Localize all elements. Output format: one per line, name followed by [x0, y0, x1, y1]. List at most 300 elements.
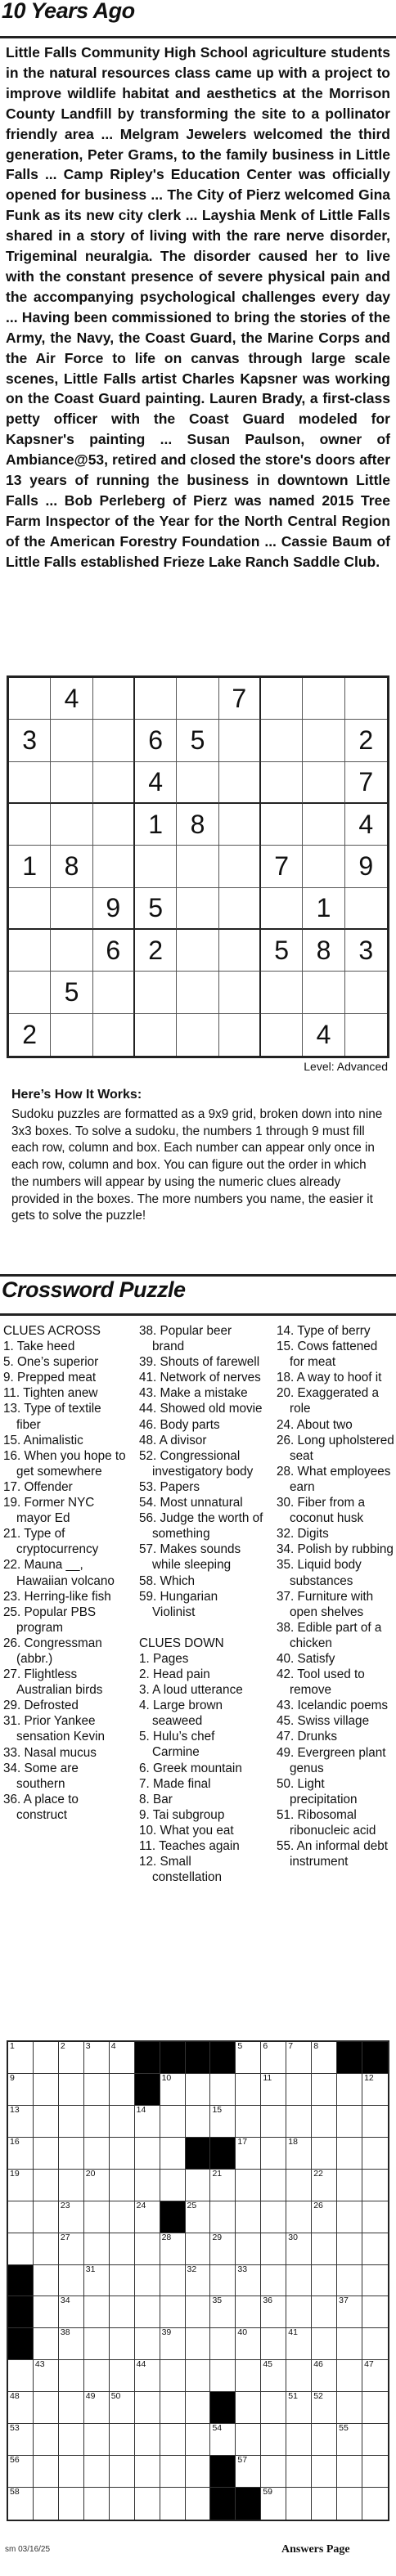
cell-number: 29 — [212, 2232, 223, 2242]
across-clue: 34. Some are southern — [3, 1761, 79, 1791]
crossword-block — [160, 2201, 186, 2233]
sudoku-cell: 5 — [51, 972, 92, 1013]
crossword-block — [210, 2456, 236, 2488]
sudoku-cell: 7 — [219, 678, 261, 720]
crossword-cell — [160, 2488, 186, 2520]
crossword-cell — [236, 2360, 261, 2392]
sudoku-cell — [93, 678, 135, 720]
crossword-cell — [110, 2360, 135, 2392]
down-clue: 51. Ribosomal ribonucleic acid — [277, 1807, 376, 1838]
crossword-cell — [84, 2201, 110, 2233]
cell-number: 18 — [288, 2136, 298, 2147]
down-clue: 32. Digits — [277, 1527, 329, 1542]
crossword-cell — [210, 2074, 236, 2106]
crossword-cell — [210, 2296, 236, 2328]
sudoku-cell — [93, 720, 135, 761]
sudoku-cell — [303, 762, 344, 804]
crossword-cell — [337, 2296, 362, 2328]
sudoku-cell — [177, 678, 218, 720]
sudoku-cell — [9, 804, 51, 846]
cell-number: 35 — [212, 2296, 223, 2306]
crossword-cell — [261, 2106, 286, 2138]
cell-number: 13 — [10, 2104, 20, 2115]
cell-number: 48 — [10, 2391, 20, 2402]
across-clue: 9. Prepped meat — [3, 1371, 97, 1385]
crossword-cell — [261, 2296, 286, 2328]
crossword-cell — [362, 2296, 388, 2328]
crossword-cell — [110, 2201, 135, 2233]
crossword-cell — [362, 2074, 388, 2106]
crossword-cell — [59, 2138, 84, 2170]
clue-header: CLUES DOWN — [139, 1636, 224, 1650]
section-divider — [0, 1313, 396, 1316]
crossword-cell — [135, 2233, 160, 2265]
cell-number: 52 — [313, 2391, 323, 2402]
sudoku-cell — [51, 930, 92, 972]
cell-number: 8 — [313, 2041, 319, 2051]
crossword-cell — [286, 2042, 312, 2074]
crossword-cell — [160, 2138, 186, 2170]
crossword-block — [337, 2042, 362, 2074]
answers-page-note: Answers Page — [281, 2543, 350, 2556]
crossword-cell — [84, 2296, 110, 2328]
across-clue: 43. Make a mistake — [139, 1386, 248, 1401]
crossword-cell — [34, 2201, 59, 2233]
crossword-cell — [59, 2074, 84, 2106]
crossword-cell — [8, 2488, 34, 2520]
down-clue: 18. A way to hoof it — [277, 1371, 382, 1385]
sudoku-cell — [135, 846, 177, 887]
sudoku-cell: 4 — [135, 762, 177, 804]
crossword-cell — [84, 2138, 110, 2170]
crossword-cell — [59, 2296, 84, 2328]
crossword-cell — [110, 2296, 135, 2328]
down-clue: 38. Edible part of a chicken — [277, 1620, 382, 1650]
crossword-cell — [110, 2170, 135, 2201]
sudoku-cell — [261, 720, 303, 761]
sudoku-cell — [51, 720, 92, 761]
cell-number: 44 — [136, 2359, 146, 2370]
down-clue: 43. Icelandic poems — [277, 1699, 389, 1713]
crossword-cell — [160, 2296, 186, 2328]
down-clue: 45. Swiss village — [277, 1714, 370, 1729]
sudoku-cell — [51, 888, 92, 930]
crossword-cell — [34, 2265, 59, 2297]
across-clue: 46. Body parts — [139, 1417, 220, 1432]
ten-years-article: Little Falls Community High School agriculture students in the natural resources class came up with a project to improve wildlife habitat and aesthetics at the Morrison County Landfill by transforming the site to a pollinator friendly area ... Melgram Jewelers welcomed the third generation, Peter Grams, to the family business in Little Falls ... Camp Ripley's Education Center was officially opened for business ... The City of Pierz welcomed Gina Funk as its new city clerk ... Layshia Menk of Little Falls shared in a story of living with the rare nerve disorder, Trigeminal neuralgia. The disorder caused her to live with the constant presence of severe physical pain and the accompanying psychological challenges every day ... Having been commissioned to bring the stories of the Army, the Navy, the Coast Guard, the Marine Corps and the Air Force to life on canvas through large scale scenes, Little Falls artist Charles Kapsner was working on the Coast Guard painting. Lauren Brady, a first-class petty officer with the Coast Guard modeled for Kapsner's painting ... Susan Paulson, owner of Ambiance@53, retired and closed the store's doors after 13 years of running the business in downtown Little Falls ... Bob Perleberg of Pierz was named 2015 Tree Farm Inspector of the Year for the North Central Region of the American Forestry Foundation ... Cassie Baum of Little Falls established Frieze Lake Ranch Saddle Club. — [6, 44, 390, 570]
cell-number: 39 — [161, 2327, 172, 2338]
crossword-block — [8, 2296, 34, 2328]
down-clue: 8. Bar — [139, 1792, 173, 1806]
crossword-cell — [8, 2424, 34, 2456]
crossword-cell — [362, 2328, 388, 2360]
sudoku-cell: 4 — [303, 1014, 344, 1056]
crossword-cell — [84, 2488, 110, 2520]
crossword-cell — [186, 2488, 211, 2520]
across-clue: 59. Hungarian Violinist — [139, 1589, 218, 1619]
sudoku-grid — [7, 675, 389, 1058]
sudoku-cell — [303, 678, 344, 720]
down-clue: 28. What employees earn — [277, 1464, 391, 1494]
cell-number: 59 — [263, 2487, 273, 2497]
sudoku-cell — [51, 762, 92, 804]
section-title-crossword: Crossword Puzzle — [2, 1277, 186, 1302]
across-clue: 25. Popular PBS program — [3, 1604, 97, 1635]
crossword-block — [8, 2328, 34, 2360]
crossword-cell — [337, 2456, 362, 2488]
crossword-cell — [337, 2233, 362, 2265]
crossword-block — [186, 2042, 211, 2074]
sudoku-cell: 5 — [177, 720, 218, 761]
down-clue: 11. Teaches again — [139, 1839, 240, 1853]
cell-number: 43 — [34, 2359, 45, 2370]
crossword-cell — [261, 2074, 286, 2106]
crossword-cell — [337, 2201, 362, 2233]
crossword-cell — [236, 2265, 261, 2297]
crossword-cell — [135, 2456, 160, 2488]
sudoku-cell: 8 — [177, 804, 218, 846]
crossword-cell — [110, 2392, 135, 2424]
crossword-cell — [362, 2201, 388, 2233]
cell-number: 31 — [85, 2264, 96, 2274]
sudoku-cell — [345, 678, 387, 720]
cell-number: 23 — [60, 2200, 70, 2210]
crossword-cell — [362, 2360, 388, 2392]
sudoku-cell — [303, 846, 344, 887]
sudoku-cell — [177, 930, 218, 972]
crossword-cell — [236, 2201, 261, 2233]
crossword-cell — [34, 2296, 59, 2328]
crossword-cell — [312, 2328, 337, 2360]
crossword-cell — [337, 2360, 362, 2392]
crossword-cell — [236, 2456, 261, 2488]
crossword-cell — [312, 2170, 337, 2201]
crossword-cell — [337, 2424, 362, 2456]
across-clue: 19. Former NYC mayor Ed — [3, 1496, 95, 1526]
down-clue: 5. Hulu’s chef Carmine — [139, 1730, 215, 1760]
sudoku-cell: 3 — [345, 930, 387, 972]
across-clue: 22. Mauna __, Hawaiian volcano — [3, 1558, 115, 1588]
crossword-cell — [59, 2392, 84, 2424]
crossword-cell — [337, 2106, 362, 2138]
across-clue: 17. Offender — [3, 1479, 73, 1494]
crossword-cell — [59, 2201, 84, 2233]
crossword-cell — [59, 2456, 84, 2488]
crossword-cell — [261, 2360, 286, 2392]
across-clue: 53. Papers — [139, 1479, 200, 1494]
down-clue: 49. Evergreen plant genus — [277, 1745, 386, 1775]
cell-number: 12 — [364, 2072, 374, 2083]
crossword-cell — [186, 2424, 211, 2456]
crossword-cell — [261, 2392, 286, 2424]
crossword-cell — [261, 2201, 286, 2233]
across-clue: 41. Network of nerves — [139, 1371, 261, 1385]
crossword-cell — [210, 2170, 236, 2201]
sudoku-cell — [261, 762, 303, 804]
crossword-cell — [110, 2042, 135, 2074]
cell-number: 40 — [237, 2327, 248, 2338]
sudoku-cell: 5 — [261, 930, 303, 972]
crossword-cell — [261, 2138, 286, 2170]
cell-number: 11 — [263, 2072, 272, 2083]
crossword-cell — [362, 2392, 388, 2424]
crossword-cell — [160, 2106, 186, 2138]
down-clue: 37. Furniture with open shelves — [277, 1589, 374, 1619]
cell-number: 19 — [10, 2168, 20, 2179]
crossword-cell — [312, 2456, 337, 2488]
sudoku-cell — [177, 846, 218, 887]
sudoku-cell — [93, 972, 135, 1013]
sudoku-cell: 2 — [9, 1014, 51, 1056]
crossword-cell — [160, 2328, 186, 2360]
across-clue: 54. Most unnatural — [139, 1496, 243, 1510]
cell-number: 51 — [288, 2391, 298, 2402]
crossword-cell — [8, 2201, 34, 2233]
crossword-cell — [261, 2456, 286, 2488]
crossword-cell — [110, 2074, 135, 2106]
crossword-cell — [286, 2328, 312, 2360]
crossword-cell — [261, 2170, 286, 2201]
crossword-cell — [362, 2170, 388, 2201]
crossword-cell — [186, 2201, 211, 2233]
crossword-cell — [135, 2201, 160, 2233]
sudoku-cell — [261, 678, 303, 720]
crossword-cell — [110, 2233, 135, 2265]
crossword-cell — [8, 2392, 34, 2424]
cell-number: 41 — [288, 2327, 298, 2338]
crossword-cell — [236, 2042, 261, 2074]
crossword-cell — [186, 2265, 211, 2297]
across-clue: 16. When you hope to get somewhere — [3, 1448, 126, 1479]
down-clue: 55. An informal debt instrument — [277, 1839, 389, 1869]
crossword-cell — [34, 2456, 59, 2488]
sudoku-cell — [219, 846, 261, 887]
sudoku-cell — [261, 1014, 303, 1056]
crossword-cell — [362, 2233, 388, 2265]
crossword-cell — [286, 2360, 312, 2392]
crossword-cell — [186, 2106, 211, 2138]
cell-number: 45 — [263, 2359, 273, 2370]
across-clue: 15. Animalistic — [3, 1433, 83, 1447]
crossword-cell — [236, 2106, 261, 2138]
crossword-cell — [236, 2074, 261, 2106]
sudoku-cell — [345, 888, 387, 930]
across-clue: 29. Defrosted — [3, 1699, 79, 1713]
crossword-cell — [84, 2074, 110, 2106]
across-clue: 57. Makes sounds while sleeping — [139, 1542, 241, 1573]
crossword-block — [186, 2138, 211, 2170]
cell-number: 1 — [10, 2041, 15, 2051]
cell-number: 5 — [237, 2041, 243, 2051]
crossword-cell — [8, 2138, 34, 2170]
crossword-cell — [337, 2074, 362, 2106]
cell-number: 55 — [339, 2423, 349, 2434]
sudoku-cell — [9, 888, 51, 930]
section-divider — [0, 1274, 396, 1277]
crossword-cell — [110, 2138, 135, 2170]
crossword-cell — [312, 2201, 337, 2233]
crossword-cell — [84, 2456, 110, 2488]
crossword-cell — [312, 2138, 337, 2170]
crossword-cell — [59, 2265, 84, 2297]
crossword-cell — [8, 2233, 34, 2265]
crossword-cell — [84, 2233, 110, 2265]
crossword-cell — [261, 2265, 286, 2297]
sudoku-cell — [9, 972, 51, 1013]
cell-number: 22 — [313, 2168, 323, 2179]
crossword-cell — [34, 2328, 59, 2360]
crossword-block — [210, 2042, 236, 2074]
across-clue: 5. One’s superior — [3, 1355, 99, 1370]
down-clue: 7. Made final — [139, 1776, 211, 1791]
crossword-cell — [110, 2456, 135, 2488]
cell-number: 56 — [10, 2455, 20, 2466]
down-clue: 42. Tool used to remove — [277, 1667, 365, 1698]
sudoku-howto-text: Sudoku puzzles are formatted as a 9x9 grid, broken down into nine 3x3 boxes. To solve a sudoku, the numbers 1 through 9 must fill each row, column and box. Each number can appear only once in each row, column and box. You can figure out the order in which the numbers will appear by using the numeric clues already provided in the boxes. The more numbers you name, the easier it gets to solve the puzzle! — [11, 1107, 383, 1223]
sudoku-cell: 9 — [93, 888, 135, 930]
crossword-cell — [34, 2392, 59, 2424]
crossword-cell — [84, 2392, 110, 2424]
across-clue: 56. Judge the worth of something — [139, 1511, 263, 1542]
crossword-cell — [236, 2392, 261, 2424]
cell-number: 50 — [110, 2391, 121, 2402]
crossword-cell — [286, 2456, 312, 2488]
cell-number: 49 — [85, 2391, 96, 2402]
sudoku-cell — [261, 888, 303, 930]
crossword-block — [362, 2042, 388, 2074]
crossword-cell — [312, 2042, 337, 2074]
crossword-cell — [34, 2138, 59, 2170]
crossword-cell — [210, 2233, 236, 2265]
cell-number: 58 — [10, 2487, 20, 2497]
crossword-block — [135, 2074, 160, 2106]
across-clue: 27. Flightless Australian birds — [3, 1667, 103, 1698]
cell-number: 17 — [237, 2136, 248, 2147]
crossword-cell — [210, 2424, 236, 2456]
sudoku-cell: 4 — [51, 678, 92, 720]
crossword-cell — [59, 2233, 84, 2265]
cell-number: 6 — [263, 2041, 268, 2051]
cell-number: 30 — [288, 2232, 298, 2242]
crossword-cell — [135, 2265, 160, 2297]
crossword-cell — [8, 2074, 34, 2106]
crossword-cell — [110, 2424, 135, 2456]
crossword-cell — [34, 2233, 59, 2265]
across-clue: 39. Shouts of farewell — [139, 1355, 260, 1370]
sudoku-cell — [135, 1014, 177, 1056]
crossword-cell — [261, 2042, 286, 2074]
crossword-cell — [8, 2042, 34, 2074]
cell-number: 38 — [60, 2327, 70, 2338]
crossword-cell — [337, 2170, 362, 2201]
cell-number: 47 — [364, 2359, 374, 2370]
crossword-cell — [186, 2074, 211, 2106]
sudoku-cell: 5 — [135, 888, 177, 930]
crossword-cell — [84, 2265, 110, 2297]
crossword-cell — [261, 2233, 286, 2265]
crossword-cell — [135, 2392, 160, 2424]
section-title-ten-years: 10 Years Ago — [2, 0, 135, 23]
crossword-cell — [312, 2360, 337, 2392]
sudoku-cell — [345, 1014, 387, 1056]
across-clue: 31. Prior Yankee sensation Kevin — [3, 1714, 105, 1744]
crossword-cell — [34, 2106, 59, 2138]
down-clue: 30. Fiber from a coconut husk — [277, 1496, 365, 1526]
crossword-cell — [337, 2138, 362, 2170]
across-clue: 21. Type of cryptocurrency — [3, 1527, 99, 1557]
crossword-cell — [286, 2106, 312, 2138]
cell-number: 32 — [187, 2264, 197, 2274]
sudoku-cell: 7 — [261, 846, 303, 887]
sudoku-cell: 6 — [135, 720, 177, 761]
cell-number: 16 — [10, 2136, 20, 2147]
crossword-cell — [84, 2170, 110, 2201]
crossword-cell — [84, 2042, 110, 2074]
sudoku-cell — [9, 678, 51, 720]
crossword-cell — [312, 2074, 337, 2106]
crossword-cell — [84, 2424, 110, 2456]
crossword-cell — [337, 2488, 362, 2520]
crossword-cell — [160, 2265, 186, 2297]
crossword-cell — [236, 2170, 261, 2201]
crossword-block — [210, 2392, 236, 2424]
crossword-cell — [312, 2296, 337, 2328]
crossword-cell — [34, 2360, 59, 2392]
sudoku-cell — [219, 930, 261, 972]
crossword-cell — [186, 2170, 211, 2201]
down-clue: 14. Type of berry — [277, 1324, 371, 1338]
crossword-cell — [236, 2424, 261, 2456]
sudoku-cell — [177, 762, 218, 804]
sudoku-howto-title: Here’s How It Works: — [11, 1088, 142, 1102]
section-divider — [0, 36, 396, 38]
down-clue: 24. About two — [277, 1417, 353, 1432]
crossword-cell — [186, 2296, 211, 2328]
crossword-cell — [59, 2488, 84, 2520]
sudoku-cell — [9, 762, 51, 804]
cell-number: 15 — [212, 2104, 223, 2115]
sudoku-cell — [303, 720, 344, 761]
clue-column-2 — [139, 1323, 263, 1885]
clue-header: CLUES ACROSS — [3, 1324, 101, 1338]
clue-column-1 — [3, 1323, 126, 1823]
crossword-cell — [312, 2488, 337, 2520]
crossword-cell — [362, 2265, 388, 2297]
sudoku-cell — [135, 972, 177, 1013]
crossword-cell — [286, 2138, 312, 2170]
down-clue: 20. Exaggerated a role — [277, 1386, 380, 1416]
crossword-cell — [236, 2328, 261, 2360]
crossword-cell — [160, 2424, 186, 2456]
across-clue: 58. Which — [139, 1573, 196, 1588]
cell-number: 25 — [187, 2200, 197, 2210]
crossword-cell — [286, 2424, 312, 2456]
crossword-cell — [110, 2106, 135, 2138]
across-clue: 44. Showed old movie — [139, 1402, 263, 1416]
cell-number: 53 — [10, 2423, 20, 2434]
sudoku-cell — [177, 1014, 218, 1056]
sudoku-cell — [177, 888, 218, 930]
sudoku-cell: 4 — [345, 804, 387, 846]
crossword-block — [210, 2138, 236, 2170]
crossword-cell — [337, 2265, 362, 2297]
across-clue: 11. Tighten anew — [3, 1386, 98, 1401]
cell-number: 3 — [85, 2041, 91, 2051]
crossword-cell — [160, 2233, 186, 2265]
crossword-cell — [312, 2106, 337, 2138]
crossword-cell — [110, 2488, 135, 2520]
sudoku-cell: 1 — [303, 888, 344, 930]
